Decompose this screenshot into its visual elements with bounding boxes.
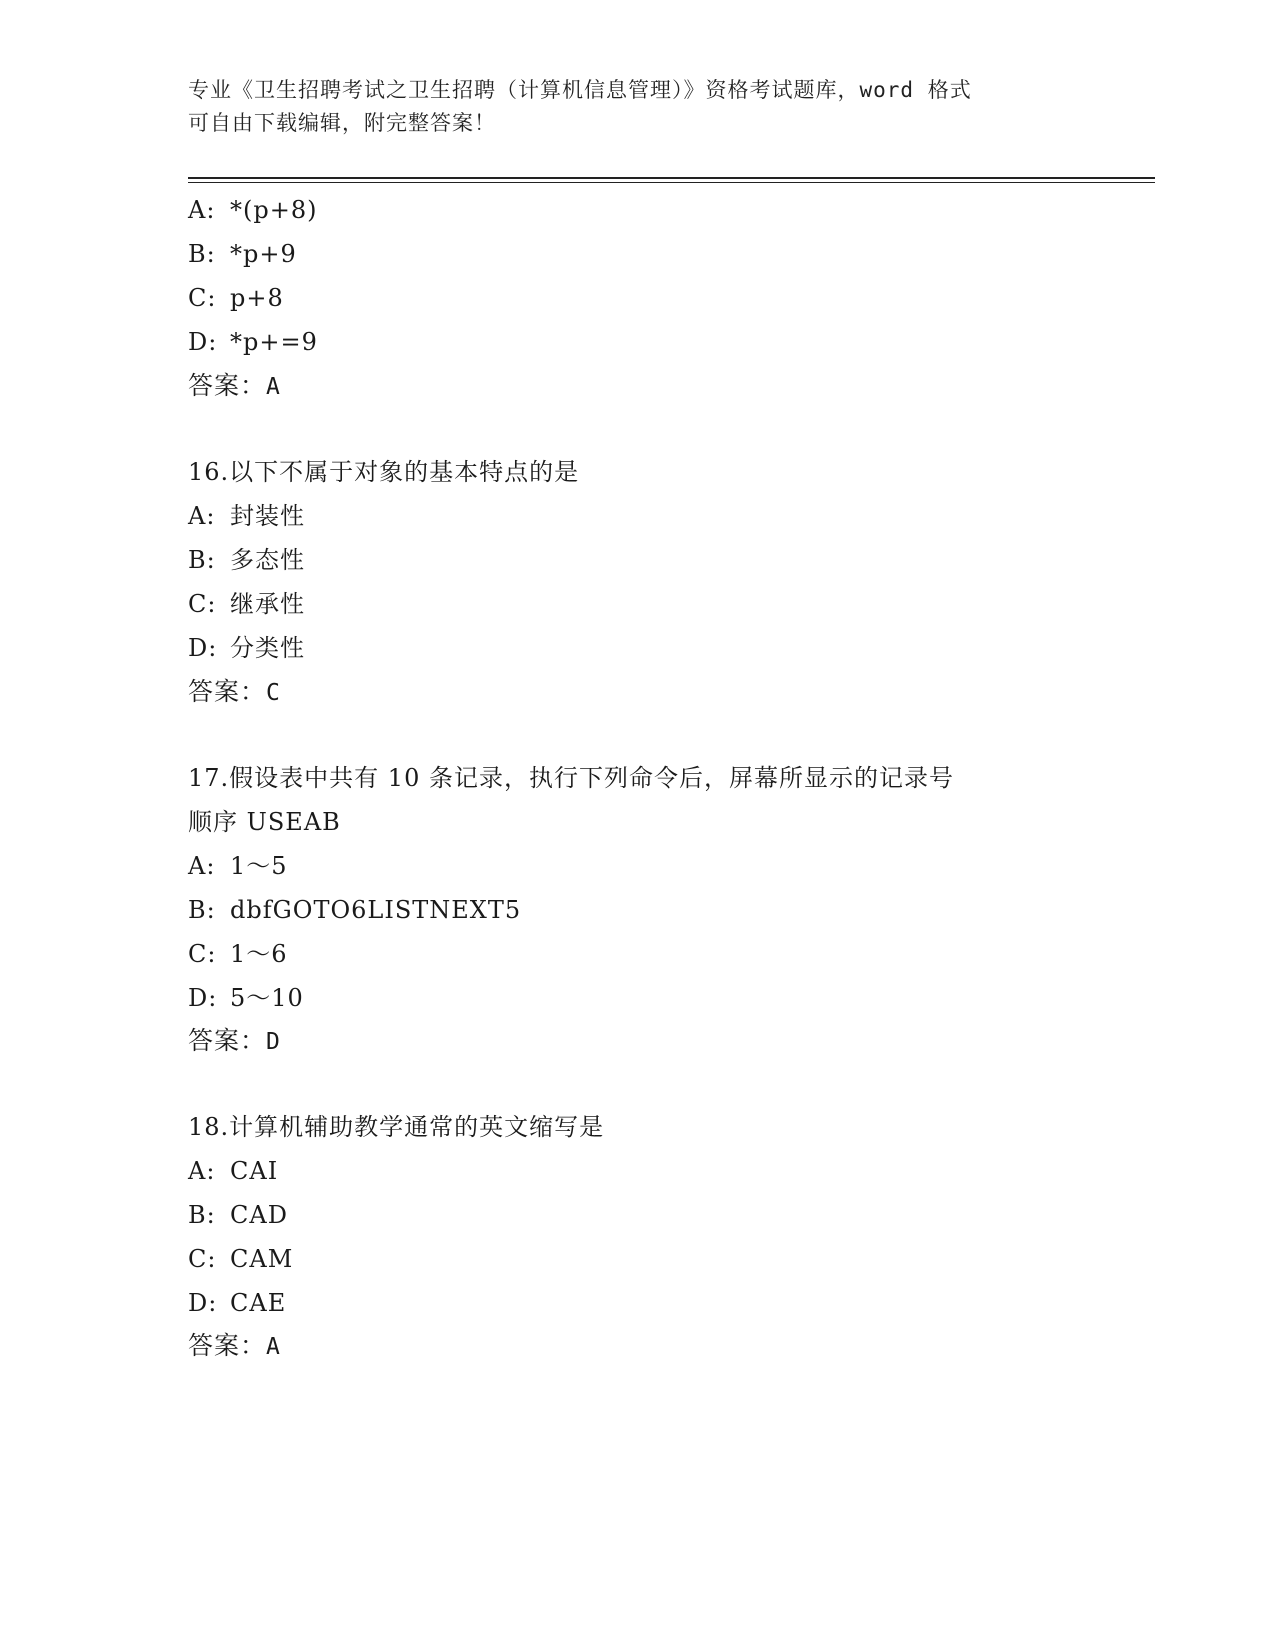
option-letter: B: (188, 1201, 216, 1229)
header-line-1: 专业《卫生招聘考试之卫生招聘（计算机信息管理）》资格考试题库，word 格式 (188, 78, 972, 102)
option-text: *p+9 (230, 240, 297, 268)
option-letter: B: (188, 240, 216, 268)
q18-option-c (188, 1244, 293, 1274)
option-text: 继承性 (230, 590, 305, 618)
q15-option-c (188, 283, 284, 313)
option-letter: A: (188, 1157, 216, 1185)
q16-option-a (188, 501, 305, 531)
q18-option-a (188, 1156, 278, 1186)
option-letter: B: (188, 546, 216, 574)
q15-answer (188, 371, 281, 402)
q18-answer (188, 1331, 281, 1362)
q16-option-c (188, 589, 305, 619)
option-letter: A: (188, 502, 216, 530)
option-letter: D: (188, 1289, 218, 1317)
q17-option-b (188, 895, 521, 925)
q16-option-d (188, 633, 305, 663)
option-letter: C: (188, 1245, 217, 1273)
q15-option-b (188, 239, 297, 269)
answer-value: A (266, 1334, 281, 1360)
option-text: CAI (230, 1157, 279, 1185)
answer-value: D (266, 1029, 281, 1055)
q17-title-line-1: 17.假设表中共有 10 条记录，执行下列命令后，屏幕所显示的记录号 (188, 764, 954, 792)
option-text: *p+=9 (230, 328, 318, 356)
q15-option-d (188, 327, 318, 357)
answer-value: A (266, 374, 281, 400)
q18-option-b (188, 1200, 288, 1230)
q17-option-c (188, 939, 288, 969)
q17-title-line-2: 顺序 USEAB (188, 808, 341, 836)
option-text: 1～6 (230, 940, 288, 968)
option-text: *(p+8) (230, 196, 318, 224)
option-text: 1～5 (230, 852, 288, 880)
answer-label: 答案： (188, 371, 267, 400)
q17-option-a (188, 851, 288, 881)
option-letter: C: (188, 940, 217, 968)
q16-option-b (188, 545, 305, 575)
q17-answer (188, 1026, 281, 1057)
answer-value: C (266, 680, 281, 706)
answer-label: 答案： (188, 1331, 267, 1360)
option-letter: D: (188, 984, 218, 1012)
document-header (188, 74, 1088, 140)
header-line-2: 可自由下载编辑，附完整答案！ (188, 111, 496, 135)
option-letter: A: (188, 196, 216, 224)
q17-option-d (188, 983, 304, 1013)
option-text: 多态性 (230, 546, 305, 574)
q18-option-d (188, 1288, 286, 1318)
q16-title: 16.以下不属于对象的基本特点的是 (188, 458, 580, 486)
option-text: CAE (230, 1289, 287, 1317)
q16-answer (188, 677, 281, 708)
q18-title: 18.计算机辅助教学通常的英文缩写是 (188, 1113, 605, 1141)
answer-label: 答案： (188, 1026, 267, 1055)
q15-option-a (188, 195, 317, 225)
option-text: 分类性 (230, 634, 305, 662)
option-text: 5～10 (230, 984, 304, 1012)
option-letter: C: (188, 590, 217, 618)
option-letter: C: (188, 284, 217, 312)
answer-label: 答案： (188, 677, 267, 706)
option-text: p+8 (230, 284, 284, 312)
header-divider-thin (188, 182, 1155, 183)
option-letter: D: (188, 634, 218, 662)
option-text: CAD (230, 1201, 288, 1229)
option-letter: D: (188, 328, 218, 356)
option-text: dbfGOTO6LISTNEXT5 (230, 896, 522, 924)
option-letter: B: (188, 896, 216, 924)
option-letter: A: (188, 852, 216, 880)
header-divider-thick (188, 177, 1155, 179)
option-text: CAM (230, 1245, 294, 1273)
option-text: 封装性 (230, 502, 305, 530)
